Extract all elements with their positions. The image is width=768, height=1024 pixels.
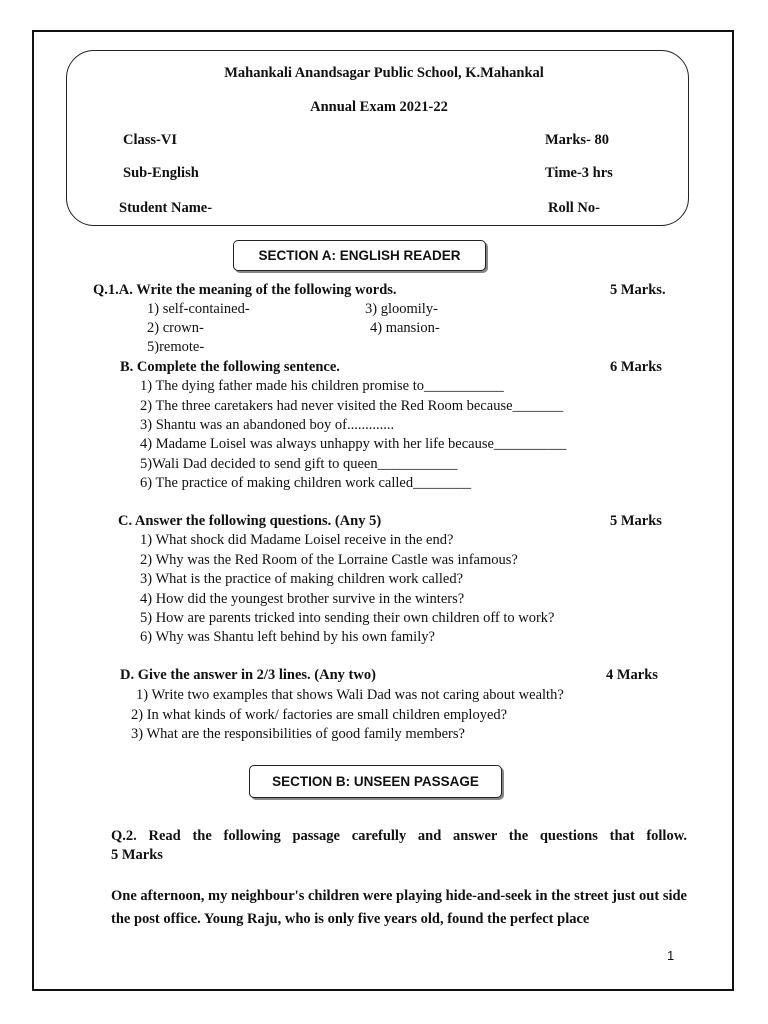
q1b-item: 6) The practice of making children work called________	[140, 475, 472, 491]
time-label: Time-3 hrs	[545, 165, 613, 181]
q1b-item: 3) Shantu was an abandoned boy of.............	[140, 417, 395, 433]
q1c-item: 5) How are parents tricked into sending their own children off to work?	[140, 610, 555, 626]
q1c-item: 1) What shock did Madame Loisel receive in the end?	[140, 532, 454, 548]
q2-heading-text: Q.2. Read the following passage carefully and answer the questions that follow.	[111, 828, 687, 844]
q2-marks: 5 Marks	[111, 847, 163, 863]
q1a-heading: Q.1.A. Write the meaning of the following words.	[93, 282, 397, 298]
q1a-word: 5)remote-	[147, 339, 205, 355]
page-number: 1	[667, 948, 675, 963]
subject-label: Sub-English	[123, 165, 199, 181]
q1d-item: 3) What are the responsibilities of good family members?	[131, 726, 465, 742]
student-name-label: Student Name-	[119, 200, 213, 216]
q1c-item: 2) Why was the Red Room of the Lorraine Castle was infamous?	[140, 552, 518, 568]
marks-label: Marks- 80	[545, 132, 610, 148]
q1d-item: 1) Write two examples that shows Wali Dad was not caring about wealth?	[136, 687, 564, 703]
q1a-word: 2) crown-	[147, 320, 204, 336]
q1b-item: 2) The three caretakers had never visited the Red Room because_______	[140, 398, 564, 414]
q1c-item: 3) What is the practice of making children work called?	[140, 571, 464, 587]
q1a-marks: 5 Marks.	[610, 282, 666, 298]
q1c-item: 6) Why was Shantu left behind by his own family?	[140, 629, 435, 645]
school-name: Mahankali Anandsagar Public School, K.Mahankal	[224, 65, 544, 81]
q1a-word: 4) mansion-	[370, 320, 440, 336]
q1c-marks: 5 Marks	[610, 513, 662, 529]
q1b-item: 4) Madame Loisel was always unhappy with her life because__________	[140, 436, 567, 452]
q1c-heading: C. Answer the following questions. (Any 5)	[118, 513, 382, 529]
q1b-item: 1) The dying father made his children promise to___________	[140, 378, 504, 394]
roll-no-label: Roll No-	[548, 200, 600, 216]
exam-title: Annual Exam 2021-22	[310, 99, 448, 115]
section-b-title: SECTION B: UNSEEN PASSAGE	[249, 765, 502, 798]
q1c-item: 4) How did the youngest brother survive in the winters?	[140, 591, 465, 607]
q1d-marks: 4 Marks	[606, 667, 658, 683]
q1b-marks: 6 Marks	[610, 359, 662, 375]
q2-heading	[111, 827, 687, 865]
section-a-title: SECTION A: ENGLISH READER	[233, 240, 486, 271]
passage-text: One afternoon, my neighbour's children were playing hide-and-seek in the street just out side the post office. Young Raju, who is only five years old, found the perfect place	[111, 888, 687, 927]
q1b-item: 5)Wali Dad decided to send gift to queen___________	[140, 456, 458, 472]
q1a-word: 3) gloomily-	[365, 301, 438, 317]
q1b-heading: B. Complete the following sentence.	[120, 359, 340, 375]
q1a-word: 1) self-contained-	[147, 301, 250, 317]
q1d-heading: D. Give the answer in 2/3 lines. (Any two)	[120, 667, 376, 683]
q1d-item: 2) In what kinds of work/ factories are small children employed?	[131, 707, 508, 723]
class-label: Class-VI	[123, 132, 177, 148]
